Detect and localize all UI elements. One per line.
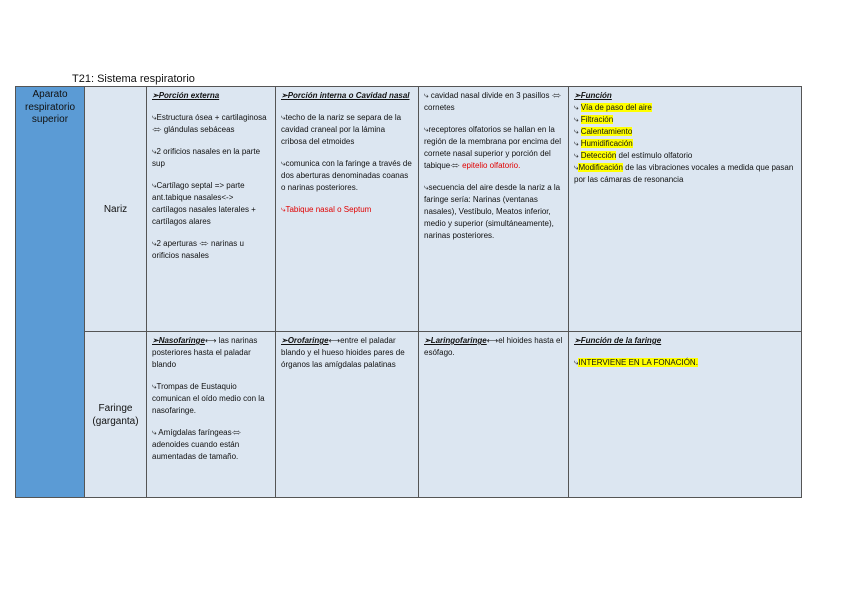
function-item bbox=[574, 138, 796, 150]
cell-orofaringe bbox=[276, 332, 419, 498]
arrow-icon: ⤷ bbox=[574, 358, 579, 367]
text-run: ⟷ las narinas posteriores hasta el paladar blando bbox=[152, 336, 258, 369]
arrow-icon: ⤷ bbox=[574, 151, 581, 160]
cell-heading: ➢Nasofaringe bbox=[152, 336, 205, 345]
cell-heading: ➢Función bbox=[574, 91, 612, 100]
table-row-nariz bbox=[16, 87, 802, 332]
cell-paragraph: ⤷secuencia del aire desde la nariz a la faringe sería: Narinas (ventanas nasales), Vestíbulo, Meatos inferior, medio y superior (simultáneamente), narinas posteriores. bbox=[424, 183, 561, 240]
side-label: Aparato respiratorio superior bbox=[24, 89, 76, 125]
arrow-icon: ⤷ bbox=[574, 103, 581, 112]
organ-cell-faringe bbox=[85, 332, 147, 498]
cell-paragraph: ⤷ cavidad nasal divide en 3 pasillos ⬄ cornetes bbox=[424, 91, 562, 112]
cell-paragraph: ⤷techo de la nariz se separa de la cavidad craneal por la lámina cribosa del etmoides bbox=[281, 113, 402, 146]
cell-heading: ➢Laringofaringe bbox=[424, 336, 487, 345]
text-run: de las vibraciones vocales a medida que pasan por las cámaras de resonancia bbox=[574, 163, 794, 184]
arrow-icon: ⤷ bbox=[574, 127, 581, 136]
cell-heading: ➢Función de la faringe bbox=[574, 336, 662, 345]
side-label-cell bbox=[16, 87, 85, 498]
cell-laringofaringe bbox=[419, 332, 569, 498]
cell-heading: ➢Porción interna o Cavidad nasal bbox=[281, 91, 410, 100]
cell-paragraph bbox=[574, 357, 796, 369]
arrow-icon: ⤷ bbox=[574, 163, 579, 172]
text-run: ⤷receptores olfatorios se hallan en la región de la membrana por encima del cornete nasal superior y porción del tabique⬄ bbox=[424, 125, 561, 170]
cell-paragraph: ⤷ Amígdalas faríngeas⬄ adenoides cuando están aumentadas de tamaño. bbox=[152, 428, 242, 461]
function-item bbox=[574, 114, 796, 126]
cell-paragraph bbox=[152, 335, 270, 371]
highlighted-text: Modificación bbox=[578, 163, 623, 172]
cell-nasofaringe bbox=[147, 332, 276, 498]
cell-paragraph bbox=[424, 335, 563, 359]
highlighted-text: Humidificación bbox=[580, 139, 633, 148]
cell-paragraph bbox=[424, 124, 563, 172]
cell-paragraph bbox=[281, 335, 413, 371]
organ-label: Faringe (garganta) bbox=[92, 402, 139, 427]
organ-label: Nariz bbox=[103, 203, 128, 215]
cell-funcion-faringe bbox=[569, 332, 802, 498]
function-item bbox=[574, 126, 796, 138]
text-run: ⟷el hioides hasta el esófago. bbox=[424, 336, 563, 357]
cell-funcion-nariz bbox=[569, 87, 802, 332]
text-run: ⟷entre el paladar blando y el hueso hioides pares de órganos las amígdalas palatinas bbox=[281, 336, 405, 369]
text-run-red: epitelio olfatorio. bbox=[462, 161, 521, 170]
highlighted-text: Calentamiento bbox=[580, 127, 633, 136]
highlighted-text: INTERVIENE EN LA FONACIÓN. bbox=[578, 358, 698, 367]
cell-paragraph: ⤷Cartílago septal => parte ant.tabique nasales<-> cartílagos nasales laterales + cartílagos alares bbox=[152, 181, 256, 226]
function-item bbox=[574, 150, 796, 162]
cell-porcion-interna bbox=[276, 87, 419, 332]
function-item bbox=[574, 162, 796, 186]
cell-paragraph: ⤷2 orificios nasales en la parte sup bbox=[152, 147, 261, 168]
organ-cell-nariz bbox=[85, 87, 147, 332]
table-row-faringe bbox=[16, 332, 802, 498]
cell-paragraph: ⤷2 aperturas ⬄ narinas u orificios nasales bbox=[152, 239, 244, 260]
function-item bbox=[574, 102, 796, 114]
function-list bbox=[574, 102, 796, 186]
cell-cavidad-detalle bbox=[419, 87, 569, 332]
respiratory-table bbox=[15, 86, 802, 498]
cell-paragraph: ⤷Estructura ósea + cartilaginosa ⬄ glándulas sebáceas bbox=[152, 113, 267, 134]
cell-paragraph: ⤷comunica con la faringe a través de dos aberturas denominadas coanas o narinas posteriores. bbox=[281, 159, 412, 192]
cell-paragraph-red: ⤷Tabique nasal o Septum bbox=[281, 205, 372, 214]
highlighted-text: Detección bbox=[580, 151, 617, 160]
highlighted-text: Filtración bbox=[580, 115, 614, 124]
cell-heading: ➢Orofaringe bbox=[281, 336, 329, 345]
document-title: T21: Sistema respiratorio bbox=[72, 73, 195, 85]
highlighted-text: Vía de paso del aire bbox=[580, 103, 652, 112]
cell-porcion-externa bbox=[147, 87, 276, 332]
cell-paragraph: ⤷Trompas de Eustaquio comunican el oído medio con la nasofaringe. bbox=[152, 382, 265, 415]
arrow-icon: ⤷ bbox=[574, 139, 581, 148]
text-run: del estímulo olfatorio bbox=[616, 151, 693, 160]
cell-heading: ➢Porción externa bbox=[152, 91, 220, 100]
arrow-icon: ⤷ bbox=[574, 115, 581, 124]
